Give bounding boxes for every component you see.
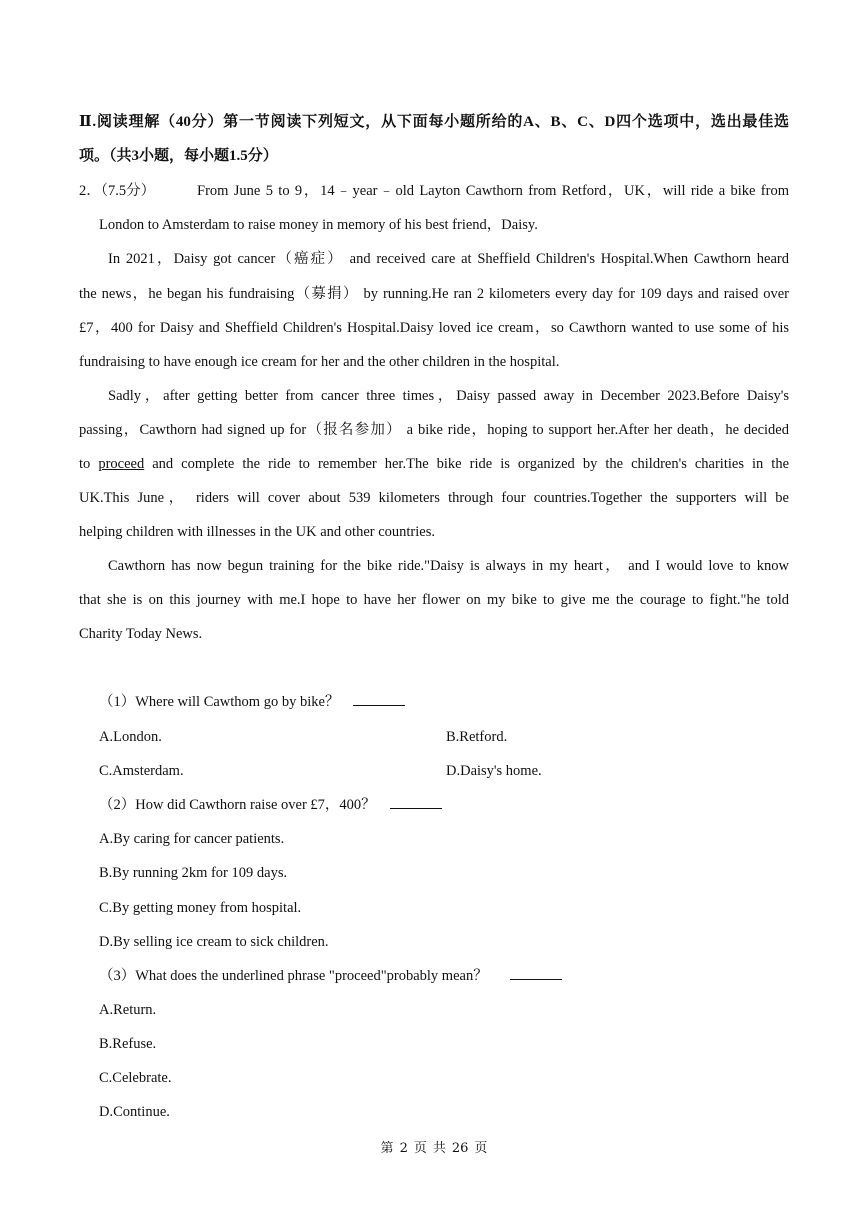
passage-p3-line3-before: to <box>79 456 99 472</box>
answer-blank-2 <box>390 807 442 809</box>
sub-question-3-option-b: B.Refuse. <box>99 1036 157 1052</box>
answer-blank-1 <box>353 704 405 706</box>
passage-p3-line4: UK.This June， riders will cover about 539 kilometers through four countries.Together the supporters will be <box>79 490 789 506</box>
passage-p1-line2: London to Amsterdam to raise money in memory of his best friend，Daisy. <box>99 217 538 233</box>
sub-question-3-option-c: C.Celebrate. <box>99 1070 172 1086</box>
passage-p4-line2: that she is on this journey with me.I hope to have her flower on my bike to give me the courage to fight."he told <box>79 592 789 608</box>
passage-p2-line1: In 2021，Daisy got cancer（癌症） and received care at Sheffield Children's Hospital.When Cawthorn heard <box>108 251 789 267</box>
section-heading-line1: Ⅱ.阅读理解（40分）第一节阅读下列短文，从下面每小题所给的A、B、C、D四个选项中，选出最佳选 <box>79 114 789 130</box>
answer-blank-3 <box>510 978 562 980</box>
sub-question-2-option-c: C.By getting money from hospital. <box>99 900 302 916</box>
question-number: 2．（7.5分） <box>79 183 156 199</box>
footer-ye: 页 <box>413 1141 427 1156</box>
sub-question-1-stem <box>99 692 405 712</box>
sub-question-3-option-d: D.Continue. <box>99 1104 170 1120</box>
sub-question-2-option-b: B.By running 2km for 109 days. <box>99 865 288 881</box>
passage-p2-line3: £7，400 for Daisy and Sheffield Children's Hospital.Daisy loved ice cream，so Cawthorn wanted to use some of his <box>79 320 789 336</box>
sub-question-1-option-c: C.Amsterdam. <box>99 763 184 779</box>
section-heading-line2: 项。（共3小题，每小题1.5分） <box>79 148 278 164</box>
sub-question-3-option-a: A.Return. <box>99 1002 157 1018</box>
sub-question-3-text: （3）What does the underlined phrase "proceed"probably mean？ <box>99 968 488 984</box>
sub-question-1-option-a: A.London. <box>99 729 162 745</box>
footer-page-number: 2 <box>399 1141 408 1156</box>
passage-p3-line2: passing，Cawthorn had signed up for（报名参加） a bike ride，hoping to support her.After her death，he decided <box>79 422 789 438</box>
passage-p3-line3-after: and complete the ride to remember her.The bike ride is organized by the children's charities in the <box>144 456 790 472</box>
sub-question-1-option-b: B.Retford. <box>446 729 508 745</box>
passage-p2-line2: the news，he began his fundraising（募捐） by running.He ran 2 kilometers every day for 109 days and raised over <box>79 286 789 302</box>
footer-di: 第 <box>380 1141 394 1156</box>
sub-question-2-text: （2）How did Cawthorn raise over £7，400？ <box>99 797 376 813</box>
sub-question-3-stem <box>99 966 562 986</box>
footer-total-pages: 26 <box>451 1141 469 1156</box>
footer-ye2: 页 <box>474 1141 488 1156</box>
sub-question-2-stem <box>99 795 442 815</box>
page-footer <box>0 1139 868 1159</box>
footer-gong: 共 <box>432 1141 446 1156</box>
passage-p4-line3: Charity Today News. <box>79 626 203 642</box>
sub-question-2-option-a: A.By caring for cancer patients. <box>99 831 285 847</box>
passage-p3-line1: Sadly，after getting better from cancer three times，Daisy passed away in December 2023.Before Daisy's <box>108 388 789 404</box>
passage-p1-line1: From June 5 to 9，14﹣year﹣old Layton Cawthorn from Retford，UK，will ride a bike from <box>197 183 789 199</box>
passage-p3-line5: helping children with illnesses in the UK and other countries. <box>79 524 435 540</box>
passage-p4-line1: Cawthorn has now begun training for the bike ride."Daisy is always in my heart， and I would love to know <box>108 558 789 574</box>
sub-question-2-option-d: D.By selling ice cream to sick children. <box>99 934 329 950</box>
passage-p3-line3 <box>79 454 789 474</box>
underlined-word-proceed: proceed <box>98 456 145 472</box>
sub-question-1-text: （1）Where will Cawthom go by bike？ <box>99 694 340 710</box>
sub-question-1-option-d: D.Daisy's home. <box>446 763 542 779</box>
passage-p2-line4: fundraising to have enough ice cream for her and the other children in the hospital. <box>79 354 560 370</box>
